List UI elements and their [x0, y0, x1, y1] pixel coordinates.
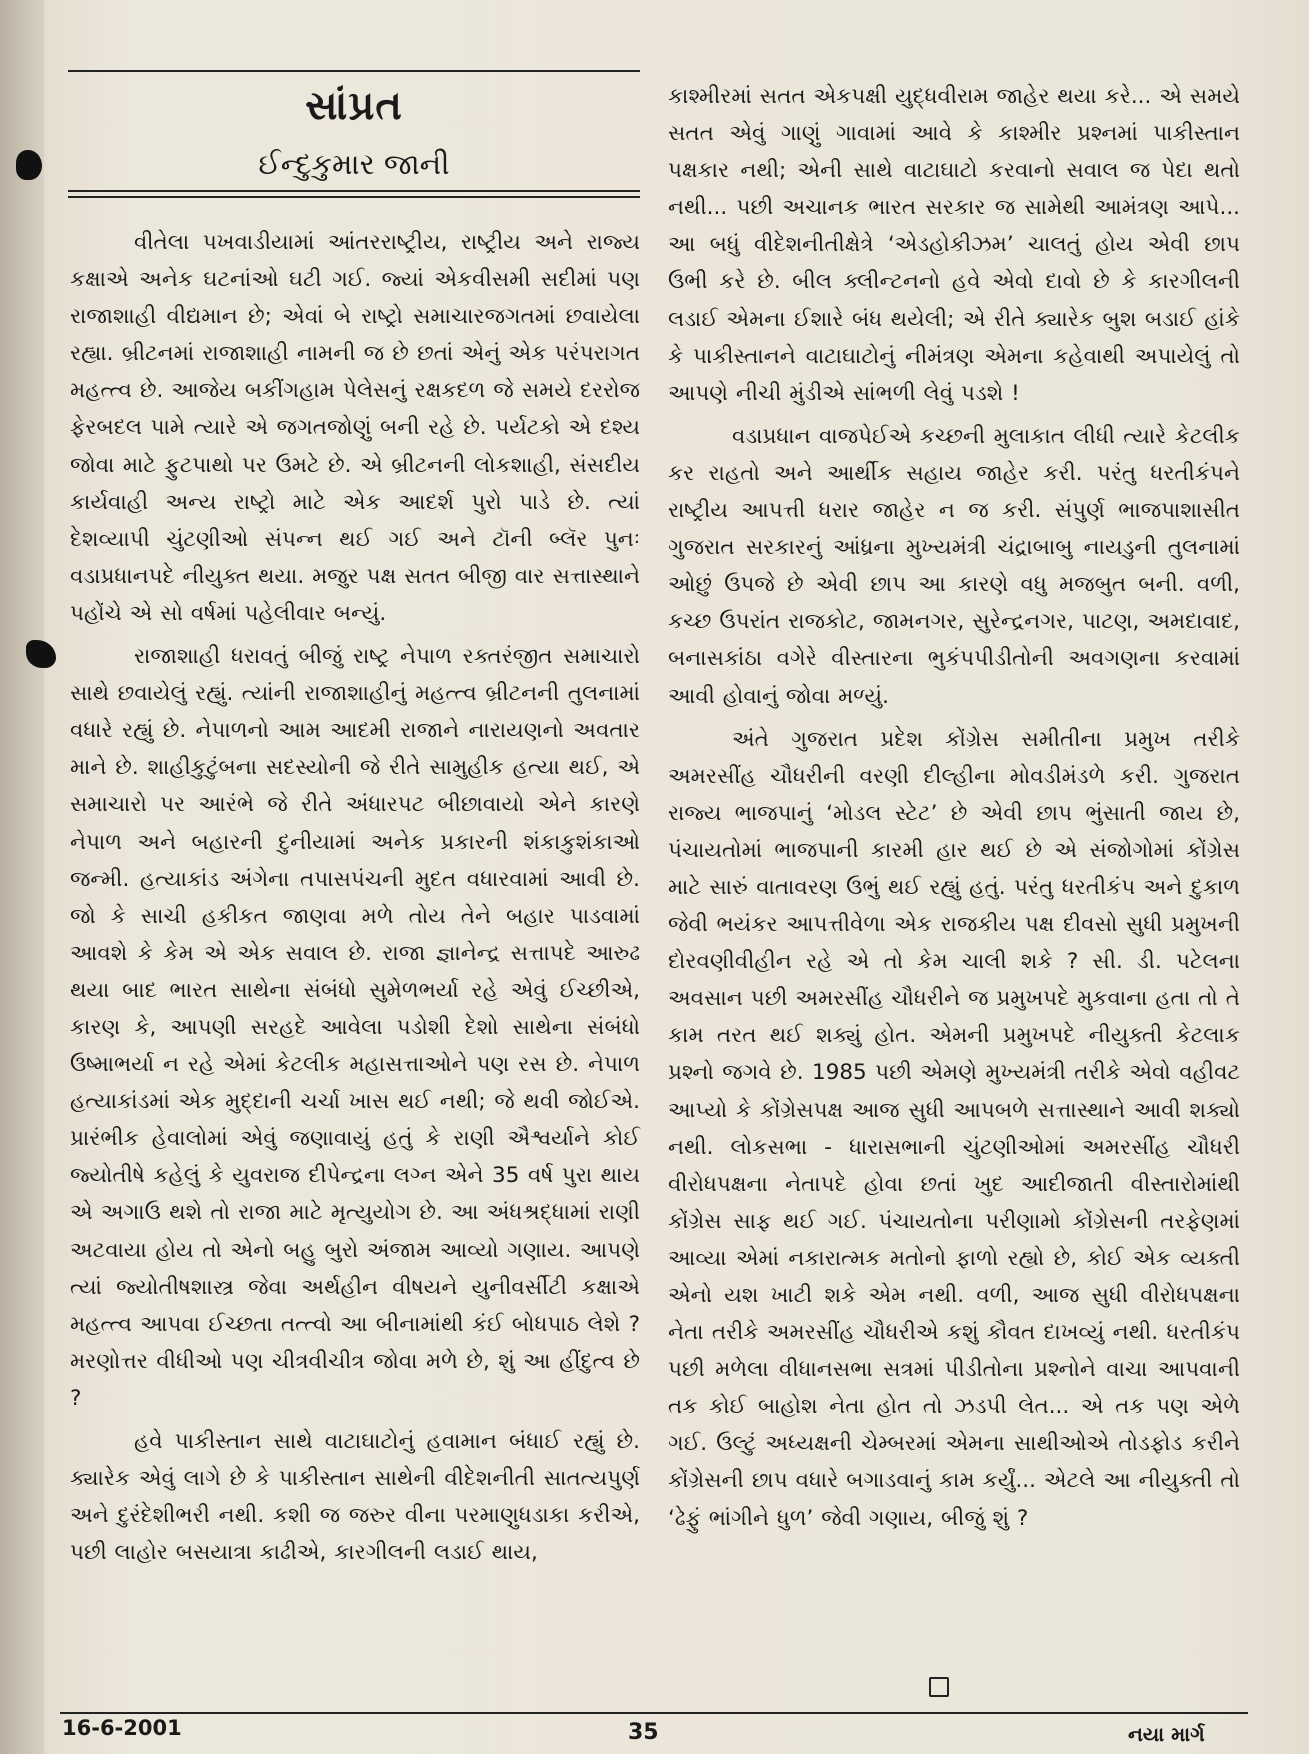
header-rule — [68, 190, 640, 192]
author-name: ઈન્દુકુમાર જાની — [258, 147, 450, 181]
right-column — [668, 78, 1240, 1537]
column-title: સાંપ્રત — [305, 83, 403, 129]
paragraph: હવે પાકીસ્તાન સાથે વાટાઘાટોનું હવામાન બંધાઈ રહ્યું છે. ક્યારેક એવું લાગે છે કે પાકીસ્તાન સાથેની વીદેશનીતી સાતત્યપુર્ણ અને દુરંદેશીભરી નથી. કશી જ જરુર વીના પરમાણુધડાકા કરીએ, પછી લાહોર બસયાત્રા કાઢીએ, કારગીલની લડાઈ થાય, — [70, 1429, 640, 1566]
paragraph: વડાપ્રધાન વાજપેઈએ કચ્છની મુલાકાત લીધી ત્યારે કેટલીક કર રાહતો અને આર્થીક સહાય જાહેર કરી. પરંતુ ધરતીકંપને રાષ્ટ્રીય આપત્તી ધરાર જાહેર ન જ કરી. સંપુર્ણ ભાજપાશાસીત ગુજરાત સરકારનું આંધ્રના મુખ્યમંત્રી ચંદ્રાબાબુ નાયડુની તુલનામાં ઓછું ઉપજે છે એવી છાપ આ કારણે વધુ મજબુત બની. વળી, કચ્છ ઉપરાંત રાજકોટ, જામનગર, સુરેન્દ્રનગર, પાટણ, અમદાવાદ, બનાસકાંઠા વગેરે વીસ્તારના ભુકંપપીડીતોની અવગણના કરવામાં આવી હોવાનું જોવા મળ્યું. — [668, 423, 1240, 709]
header-rule-top — [68, 70, 640, 72]
issue-date: 16-6-2001 — [62, 1716, 182, 1740]
paragraph: કાશ્મીરમાં સતત એકપક્ષી યુદ્ધવીરામ જાહેર થયા કરે... એ સમયે સતત એવું ગાણું ગાવામાં આવે કે કાશ્મીર પ્રશ્નમાં પાકીસ્તાન પક્ષકાર નથી; એની સાથે વાટાઘાટો કરવાનો સવાલ જ પેદા થતો નથી... પછી અચાનક ભારત સરકાર જ સામેથી આમંત્રણ આપે... આ બધું વીદેશનીતીક્ષેત્રે ‘એડહોકીઝમ’ ચાલતું હોય એવી છાપ ઉભી કરે છે. બીલ ક્લીન્ટનનો હવે એવો દાવો છે કે કારગીલની લડાઈ એમના ઈશારે બંધ થયેલી; એ રીતે ક્યારેક બુશ બડાઈ હાંકે કે પાકીસ્તાનને વાટાઘાટોનું નીમંત્રણ એમના કહેવાથી અપાયેલું તો આપણે નીચી મુંડીએ સાંભળી લેવું પડશે ! — [668, 84, 1240, 406]
page-number: 35 — [628, 1720, 659, 1745]
footer-rule — [60, 1712, 1248, 1714]
paragraph: વીતેલા પખવાડીયામાં આંતરરાષ્ટ્રીય, રાષ્ટ્રીય અને રાજ્ય કક્ષાએ અનેક ઘટનાંઓ ઘટી ગઈ. જ્યાં એકવીસમી સદીમાં પણ રાજાશાહી વીદ્યમાન છે; એવાં બે રાષ્ટ્રો સમાચારજગતમાં છવાયેલા રહ્યા. બ્રીટનમાં રાજાશાહી નામની જ છે છતાં એનું એક પરંપરાગત મહત્ત્વ છે. આજેય બકીંગહામ પેલેસનું રક્ષકદળ જે સમયે દરરોજ ફેરબદલ પામે ત્યારે એ જગતજોણું બની રહે છે. પર્યટકો એ દશ્ય જોવા માટે ફુટપાથો પર ઉમટે છે. એ બ્રીટનની લોકશાહી, સંસદીય કાર્યવાહી અન્ય રાષ્ટ્રો માટે એક આદર્શ પુરો પાડે છે. ત્યાં દેશવ્યાપી ચુંટણીઓ સંપન્ન થઈ ગઈ અને ટૉની બ્લૅર પુનઃ વડાપ્રધાનપદે નીયુક્ત થયા. મજુર પક્ષ સતત બીજી વાર સત્તાસ્થાને પહોંચે એ સો વર્ષમાં પહેલીવાર બન્યું. — [70, 230, 640, 626]
paragraph: રાજાશાહી ધરાવતું બીજું રાષ્ટ્ર નેપાળ રક્તરંજીત સમાચારો સાથે છવાયેલું રહ્યું. ત્યાંની રાજાશાહીનું મહત્ત્વ બ્રીટનની તુલનામાં વધારે રહ્યું છે. નેપાળનો આમ આદમી રાજાને નારાયણનો અવતાર માને છે. શાહીકુટુંબના સદસ્યોની જે રીતે સામુહીક હત્યા થઈ, એ સમાચારો પર આરંભે જે રીતે અંધારપટ બીછાવાયો એને કારણે નેપાળ અને બહારની દુનીયામાં અનેક પ્રકારની શંકાકુશંકાઓ જન્મી. હત્યાકાંડ અંગેના તપાસપંચની મુદત વધારવામાં આવી છે. જો કે સાચી હકીકત જાણવા મળે તોય તેને બહાર પાડવામાં આવશે કે કેમ એ એક સવાલ છે. રાજા જ્ઞાનેન્દ્ર સત્તાપદે આરુઢ થયા બાદ ભારત સાથેના સંબંધો સુમેળભર્યા રહે એવું ઈચ્છીએ, કારણ કે, આપણી સરહદે આવેલા પડોશી દેશો સાથેના સંબંધો ઉષ્માભર્યા ન રહે એમાં કેટલીક મહાસત્તાઓને પણ રસ છે. નેપાળ હત્યાકાંડમાં એક મુદ્દાની ચર્ચા ખાસ થઈ નથી; જે થવી જોઈએ. પ્રારંભીક હેવાલોમાં એવું જણાવાયું હતું કે રાણી ઐશ્વર્યાને કોઈ જ્યોતીષે કહેલું કે યુવરાજ દીપેન્દ્રના લગ્ન એને 35 વર્ષ પુરા થાય એ અગાઉ થશે તો રાજા માટે મૃત્યુયોગ છે. આ અંધશ્રદ્ધામાં રાણી અટવાયા હોય તો એનો બહુ બુરો અંજામ આવ્યો ગણાય. આપણે ત્યાં જ્યોતીષશાસ્ત્ર જેવા અર્થહીન વીષયને યુનીવર્સીટી કક્ષાએ મહત્ત્વ આપવા ઈચ્છતા તત્ત્વો આ બીનામાંથી કંઈ બોધપાઠ લેશે ? મરણોત્તર વીધીઓ પણ ચીત્રવીચીત્ર જોવા મળે છે, શું આ હીંદુત્વ છે ? — [70, 644, 640, 1411]
ink-blot-mark — [26, 640, 56, 668]
ink-blot-mark — [16, 150, 42, 180]
paragraph: અંતે ગુજરાત પ્રદેશ કોંગ્રેસ સમીતીના પ્રમુખ તરીકે અમરસીંહ ચૌધરીની વરણી દીલ્હીના મોવડીમંડળે કરી. ગુજરાત રાજ્ય ભાજપાનું ‘મોડલ સ્ટેટ’ છે એવી છાપ ભુંસાતી જાય છે, પંચાયતોમાં ભાજપાની કારમી હાર થઈ છે એ સંજોગોમાં કોંગ્રેસ માટે સારું વાતાવરણ ઉભું થઈ રહ્યું હતું. પરંતુ ધરતીકંપ અને દુકાળ જેવી ભયંકર આપત્તીવેળા એક રાજકીય પક્ષ દીવસો સુધી પ્રમુખની દોરવણીવીહીન રહે એ તો કેમ ચાલી શકે ? સી. ડી. પટેલના અવસાન પછી અમરસીંહ ચૌધરીને જ પ્રમુખપદે મુકવાના હતા તો તે કામ તરત થઈ શક્યું હોત. એમની પ્રમુખપદે નીયુક્તી કેટલાક પ્રશ્નો જગવે છે. 1985 પછી એમણે મુખ્યમંત્રી તરીકે એવો વહીવટ આપ્યો કે કોંગ્રેસપક્ષ આજ સુધી આપબળે સત્તાસ્થાને આવી શક્યો નથી. લોકસભા - ધારાસભાની ચુંટણીઓમાં અમરસીંહ ચૌધરી વીરોધપક્ષના નેતાપદે હોવા છતાં ખુદ આદીજાતી વીસ્તારોમાંથી કોંગ્રેસ સાફ થઈ ગઈ. પંચાયતોના પરીણામો કોંગ્રેસની તરફેણમાં આવ્યા એમાં નકારાત્મક મતોનો ફાળો રહ્યો છે, કોઈ એક વ્યક્તી એનો યશ ખાટી શકે એમ નથી. વળી, આજ સુધી વીરોધપક્ષના નેતા તરીકે અમરસીંહ ચૌધરીએ કશું કૌવત દાખવ્યું નથી. ધરતીકંપ પછી મળેલા વીધાનસભા સત્રમાં પીડીતોના પ્રશ્નોને વાચા આપવાની તક કોઈ બાહોશ નેતા હોત તો ઝડપી લેત... એ તક પણ એળે ગઈ. ઉલ્ટું અધ્યક્ષની ચેમ્બરમાં એમના સાથીઓએ તોડફોડ કરીને કોંગ્રેસની છાપ વધારે બગાડવાનું કામ કર્યું... એટલે આ નીયુક્તી તો ‘ઢેફું ભાંગીને ધુળ’ જેવી ગણાય, બીજું શું ? — [668, 726, 1240, 1531]
page-spine-shadow — [0, 0, 44, 1754]
end-of-article-box-icon — [929, 1677, 949, 1697]
magazine-name: નયા માર્ગ — [1128, 1722, 1205, 1746]
header-rule — [68, 196, 640, 198]
left-column — [70, 224, 640, 1571]
